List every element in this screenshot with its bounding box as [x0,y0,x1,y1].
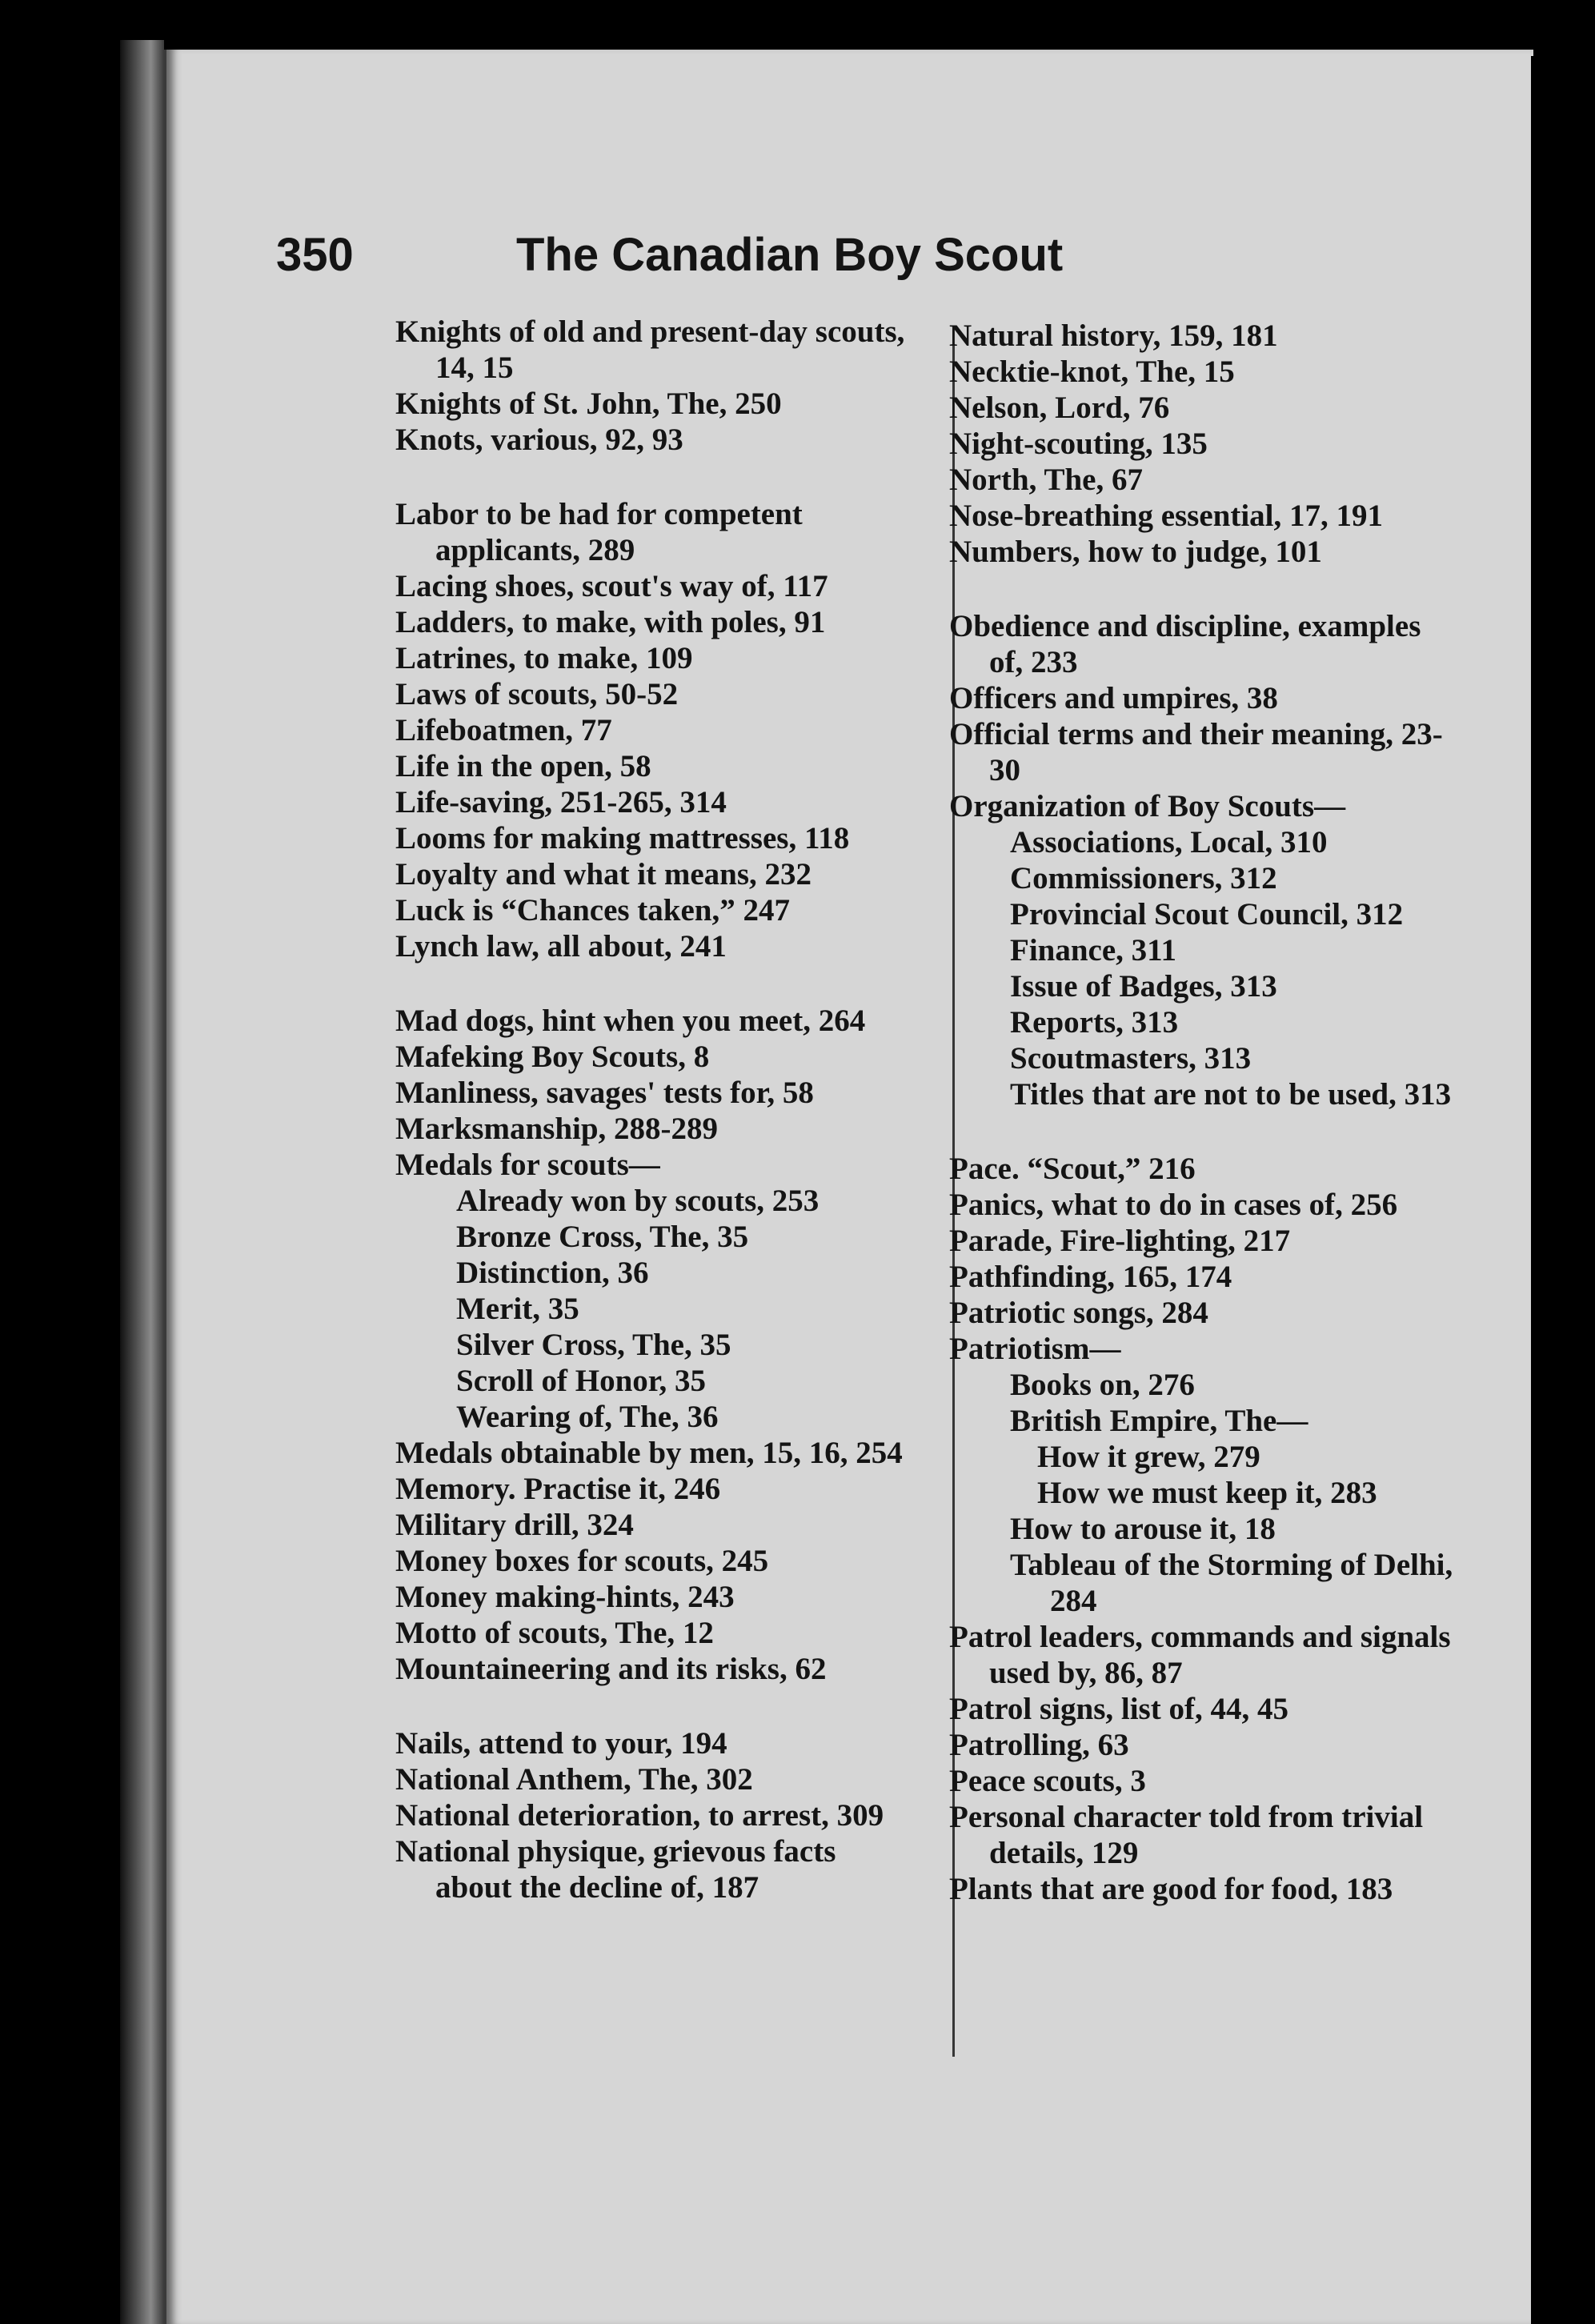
index-entry: Pathfinding, 165, 174 [949,1260,1232,1294]
book-spine-shadow [120,40,164,2324]
index-entry: Obedience and discipline, examples of, 233 [949,609,1421,679]
scan-border [1531,56,1595,2324]
index-entry: Natural history, 159, 181 [949,319,1278,353]
index-subentry: Books on, 276 [1010,1368,1195,1402]
index-entry: Looms for making mattresses, 118 [395,821,850,855]
index-entry: Motto of scouts, The, 12 [395,1616,714,1650]
index-entry: Organization of Boy Scouts— [949,789,1346,823]
index-section-gap [395,964,908,1003]
index-subentry: Merit, 35 [456,1292,579,1326]
index-subentry: Bronze Cross, The, 35 [456,1220,749,1254]
index-entry: Nails, attend to your, 194 [395,1726,727,1761]
index-entry: Manliness, savages' tests for, 58 [395,1076,814,1110]
index-entry: Laws of scouts, 50-52 [395,677,679,711]
index-subentry: Wearing of, The, 36 [456,1400,719,1434]
index-subentry: Scoutmasters, 313 [1010,1041,1252,1076]
index-entry: Medals obtainable by men, 15, 16, 254 [395,1436,903,1470]
index-entry: Mafeking Boy Scouts, 8 [395,1040,710,1074]
index-entry: Nelson, Lord, 76 [949,391,1170,425]
index-subentry: How it grew, 279 [1037,1440,1260,1474]
index-subentry: Commissioners, 312 [1010,861,1277,896]
index-section-gap [395,1687,908,1725]
index-entry: Marksmanship, 288-289 [395,1112,719,1146]
index-entry: Memory. Practise it, 246 [395,1472,721,1506]
index-entry: National physique, grievous facts about the decline of, 187 [395,1834,836,1905]
page-number: 350 [276,229,354,281]
index-entry: Loyalty and what it means, 232 [395,857,812,892]
index-entry: Life in the open, 58 [395,749,651,783]
index-subentry: Already won by scouts, 253 [456,1184,820,1218]
index-entry: Medals for scouts— [395,1148,660,1182]
index-entry: National deterioration, to arrest, 309 [395,1798,884,1833]
index-entry: Lynch law, all about, 241 [395,929,727,964]
index-entry: National Anthem, The, 302 [395,1762,753,1797]
index-subentry: Distinction, 36 [456,1256,649,1290]
index-subentry: Silver Cross, The, 35 [456,1328,731,1362]
index-entry: Labor to be had for competent applicants, 289 [395,497,803,567]
index-subentry: Scroll of Honor, 35 [456,1364,707,1398]
index-entry: Knights of St. John, The, 250 [395,387,782,421]
index-entry: Latrines, to make, 109 [395,641,693,675]
index-entry: Necktie-knot, The, 15 [949,355,1235,389]
index-entry: Pace. “Scout,” 216 [949,1152,1196,1186]
index-entry: Military drill, 324 [395,1508,634,1542]
index-entry: Personal character told from trivial details, 129 [949,1800,1424,1870]
index-entry: Money making-hints, 243 [395,1580,735,1614]
index-entry: Nose-breathing essential, 17, 191 [949,499,1384,533]
index-entry: Patrolling, 63 [949,1728,1129,1762]
page-header [276,228,1316,300]
index-entry: Knights of old and present-day scouts, 14, 15 [395,315,905,385]
index-entry: Patrol signs, list of, 44, 45 [949,1692,1288,1726]
index-entry: Luck is “Chances taken,” 247 [395,893,790,928]
index-entry: Numbers, how to judge, 101 [949,535,1322,569]
index-entry: Lifeboatmen, 77 [395,713,612,747]
index-entry: Peace scouts, 3 [949,1764,1146,1798]
index-subentry: British Empire, The— [1010,1404,1308,1438]
index-entry: Officers and umpires, 38 [949,681,1278,715]
index-subentry: Reports, 313 [1010,1005,1179,1040]
index-column-left [395,314,908,1905]
running-title: The Canadian Boy Scout [516,229,1064,281]
index-section-gap [949,1112,1461,1151]
index-entry: North, The, 67 [949,463,1143,497]
index-subentry: Finance, 311 [1010,933,1177,968]
index-entry: Ladders, to make, with poles, 91 [395,605,826,639]
index-entry: Plants that are good for food, 183 [949,1872,1393,1906]
index-section-gap [949,570,1461,608]
index-entry: Lacing shoes, scout's way of, 117 [395,569,828,603]
index-entry: Parade, Fire-lighting, 217 [949,1224,1291,1258]
index-subentry: Titles that are not to be used, 313 [1010,1077,1452,1112]
index-entry: Patriotism— [949,1332,1121,1366]
index-entry: Official terms and their meaning, 23-30 [949,717,1443,787]
index-subentry: Tableau of the Storming of Delhi, 284 [1010,1548,1453,1618]
index-subentry: Issue of Badges, 313 [1010,969,1277,1004]
index-subentry: Associations, Local, 310 [1010,825,1328,859]
index-entry: Panics, what to do in cases of, 256 [949,1188,1398,1222]
index-section-gap [395,458,908,496]
index-subentry: How to arouse it, 18 [1010,1512,1276,1546]
index-entry: Life-saving, 251-265, 314 [395,785,727,819]
index-column-right [949,318,1461,1907]
index-entry: Mad dogs, hint when you meet, 264 [395,1004,866,1038]
index-entry: Patriotic songs, 284 [949,1296,1208,1330]
index-subentry: How we must keep it, 283 [1037,1476,1377,1510]
index-subentry: Provincial Scout Council, 312 [1010,897,1404,932]
index-entry: Money boxes for scouts, 245 [395,1544,769,1578]
index-entry: Mountaineering and its risks, 62 [395,1652,827,1686]
index-entry: Night-scouting, 135 [949,427,1208,461]
index-entry: Knots, various, 92, 93 [395,423,683,457]
index-entry: Patrol leaders, commands and signals used by, 86, 87 [949,1620,1451,1690]
